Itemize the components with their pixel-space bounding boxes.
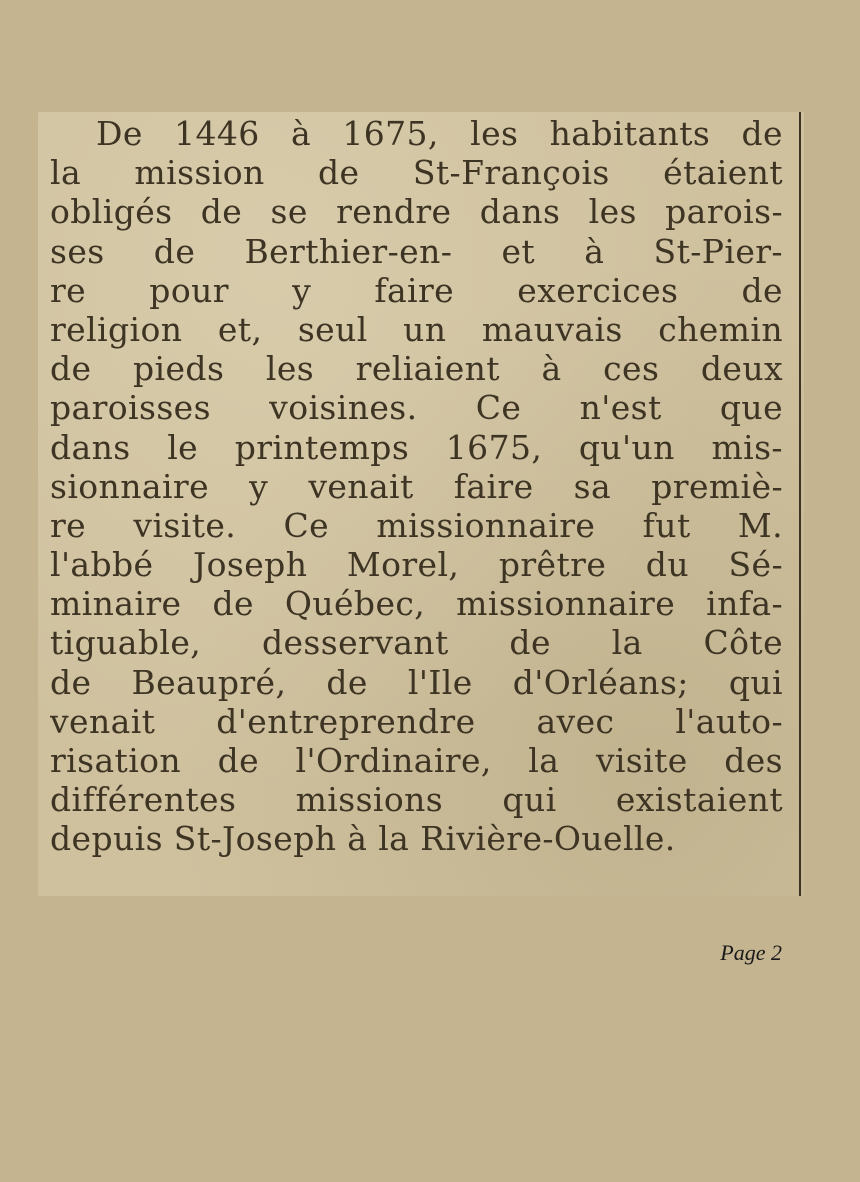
text-line: ses de Berthier-en- et à St-Pier- (50, 231, 783, 271)
text-line: re visite. Ce missionnaire fut M. (50, 505, 783, 545)
text-line: De 1446 à 1675, les habitants de (96, 114, 783, 153)
text-line: re pour y faire exercices de (50, 270, 783, 310)
text-line: obligés de se rendre dans les parois- (50, 192, 783, 232)
text-line: tiguable, desservant de la Côte (50, 623, 783, 663)
text-line: sionnaire y venait faire sa premiè- (50, 466, 783, 506)
clipping-text (50, 114, 783, 859)
newspaper-clipping (38, 112, 804, 896)
text-line: dans le printemps 1675, qu'un mis- (50, 427, 783, 467)
text-line: de Beaupré, de l'Ile d'Orléans; qui (50, 662, 783, 702)
text-line: risation de l'Ordinaire, la visite des (50, 741, 783, 780)
page-number: Page 2 (720, 940, 782, 965)
text-line: la mission de St-François étaient (50, 153, 783, 193)
text-line: l'abbé Joseph Morel, prêtre du Sé- (50, 545, 783, 585)
text-line: minaire de Québec, missionnaire infa- (50, 584, 783, 624)
text-line: religion et, seul un mauvais chemin (50, 309, 783, 349)
text-line: venait d'entreprendre avec l'auto- (50, 701, 783, 741)
text-line: paroisses voisines. Ce n'est que (50, 388, 783, 428)
text-line: différentes missions qui existaient (50, 780, 783, 820)
column-rule (799, 112, 801, 896)
text-line: depuis St-Joseph à la Rivière-Ouelle. (50, 819, 676, 859)
text-line: de pieds les reliaient à ces deux (50, 349, 783, 389)
